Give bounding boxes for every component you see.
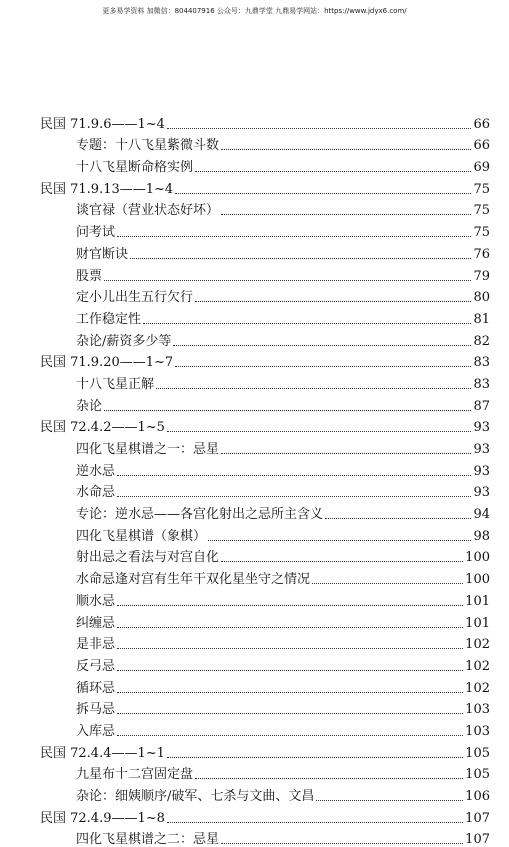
toc-entry-page: 103 — [465, 702, 490, 718]
toc-entry[interactable] — [40, 392, 490, 414]
dot-leader — [221, 214, 471, 215]
toc-entry-page: 75 — [473, 181, 490, 197]
dot-leader — [167, 431, 472, 432]
toc-entry-page: 94 — [473, 507, 490, 523]
dot-leader — [117, 692, 463, 693]
toc-entry[interactable] — [40, 522, 490, 544]
toc-entry-title: 拆马忌 — [76, 702, 116, 718]
toc-entry-page: 107 — [465, 810, 490, 826]
toc-entry[interactable] — [40, 587, 490, 609]
toc-entry[interactable] — [40, 284, 490, 306]
toc-entry[interactable] — [40, 197, 490, 219]
toc-entry-page: 75 — [473, 225, 490, 241]
dot-leader — [156, 388, 471, 389]
toc-entry[interactable] — [40, 500, 490, 522]
toc-entry-page: 100 — [465, 550, 490, 566]
toc-section-entry[interactable] — [40, 175, 490, 197]
dot-leader — [143, 323, 471, 324]
dot-leader — [221, 561, 463, 562]
dot-leader — [117, 475, 471, 476]
toc-entry[interactable] — [40, 761, 490, 783]
toc-entry[interactable] — [40, 218, 490, 240]
dot-leader — [221, 843, 463, 844]
toc-entry-title: 水命忌 — [76, 485, 116, 501]
toc-entry-title: 杂论 — [76, 398, 103, 414]
dot-leader — [195, 171, 471, 172]
dot-leader — [130, 258, 471, 259]
dot-leader — [104, 410, 471, 411]
toc-entry-title: 问考试 — [76, 225, 116, 241]
dot-leader — [117, 496, 471, 497]
dot-leader — [173, 345, 471, 346]
toc-section-entry[interactable] — [40, 804, 490, 826]
toc-entry-page: 66 — [473, 138, 490, 154]
toc-entry-title: 顺水忌 — [76, 593, 116, 609]
dot-leader — [316, 800, 463, 801]
dot-leader — [221, 453, 471, 454]
toc-entry-title: 民国 72.4.4——1~1 — [40, 745, 165, 761]
toc-entry[interactable] — [40, 262, 490, 284]
toc-entry[interactable] — [40, 305, 490, 327]
toc-entry-page: 101 — [465, 615, 490, 631]
toc-entry-title: 逆水忌 — [76, 463, 116, 479]
toc-entry-title: 杂论：细姨顺序/破军、七杀与文曲、文昌 — [76, 789, 315, 804]
toc-entry[interactable] — [40, 544, 490, 566]
toc-entry[interactable] — [40, 717, 490, 739]
toc-entry-title: 水命忌逢对宫有生年干双化星坐守之情况 — [76, 572, 311, 588]
dot-leader — [175, 366, 471, 367]
toc-entry-page: 98 — [473, 528, 490, 544]
toc-entry-title: 十八飞星断命格实例 — [76, 160, 194, 176]
toc-entry[interactable] — [40, 631, 490, 653]
toc-entry[interactable] — [40, 479, 490, 501]
dot-leader — [167, 757, 463, 758]
dot-leader — [325, 518, 471, 519]
toc-section-entry[interactable] — [40, 414, 490, 436]
toc-entry-page: 102 — [465, 658, 490, 674]
toc-entry-page: 93 — [473, 485, 490, 501]
toc-entry[interactable] — [40, 696, 490, 718]
toc-entry[interactable] — [40, 652, 490, 674]
toc-entry[interactable] — [40, 565, 490, 587]
toc-entry-title: 工作稳定性 — [76, 311, 142, 327]
dot-leader — [117, 713, 463, 714]
toc-entry-page: 93 — [473, 463, 490, 479]
dot-leader — [195, 301, 471, 302]
toc-entry-page: 75 — [473, 203, 490, 219]
dot-leader — [117, 648, 463, 649]
toc-entry-title: 定小儿出生五行欠行 — [76, 290, 194, 306]
toc-entry[interactable] — [40, 435, 490, 457]
toc-entry[interactable] — [40, 153, 490, 175]
dot-leader — [117, 605, 463, 606]
toc-entry-title: 十八飞星正解 — [76, 376, 155, 392]
dot-leader — [117, 236, 471, 237]
toc-entry-page: 102 — [465, 680, 490, 696]
dot-leader — [117, 735, 463, 736]
toc-entry-title: 谈官禄（营业状态好坏） — [76, 203, 220, 219]
toc-entry[interactable] — [40, 674, 490, 696]
toc-entry-page: 66 — [473, 116, 490, 132]
toc-entry-page: 105 — [465, 767, 490, 783]
toc-entry-title: 循环忌 — [76, 680, 116, 696]
toc-entry[interactable] — [40, 457, 490, 479]
toc-entry-page: 106 — [465, 789, 490, 804]
toc-entry-page: 80 — [473, 290, 490, 306]
toc-entry-title: 射出忌之看法与对宫自化 — [76, 550, 220, 566]
toc-entry-page: 79 — [473, 268, 490, 284]
toc-entry-title: 民国 71.9.6——1~4 — [40, 116, 165, 132]
toc-entry-title: 四化飞星棋谱之二：忌星 — [76, 832, 220, 847]
toc-entry-page: 107 — [465, 832, 490, 847]
dot-leader — [167, 822, 463, 823]
toc-entry[interactable] — [40, 240, 490, 262]
toc-entry-title: 民国 72.4.9——1~8 — [40, 810, 165, 826]
toc-entry[interactable] — [40, 782, 490, 804]
toc-entry-page: 69 — [473, 160, 490, 176]
toc-entry-page: 103 — [465, 723, 490, 739]
toc-entry-title: 是非忌 — [76, 637, 116, 653]
toc-section-entry[interactable] — [40, 739, 490, 761]
toc-entry-title: 入库忌 — [76, 723, 116, 739]
toc-entry-title: 四化飞星棋谱（象棋） — [76, 528, 207, 544]
toc-entry-page: 83 — [473, 355, 490, 371]
toc-entry-page: 93 — [473, 442, 490, 457]
toc-entry[interactable] — [40, 609, 490, 631]
toc-entry-page: 100 — [465, 572, 490, 588]
toc-entry[interactable] — [40, 327, 490, 349]
dot-leader — [117, 627, 463, 628]
dot-leader — [167, 128, 472, 129]
toc-section-entry[interactable] — [40, 349, 490, 371]
toc-entry-title: 民国 72.4.2——1~5 — [40, 420, 165, 436]
toc-entry-page: 83 — [473, 376, 490, 392]
dot-leader — [312, 583, 463, 584]
toc-entry-page: 102 — [465, 637, 490, 653]
toc-entry-title: 财官断诀 — [76, 246, 129, 262]
dot-leader — [221, 149, 471, 150]
toc-entry-page: 93 — [473, 420, 490, 436]
dot-leader — [175, 193, 471, 194]
table-of-contents — [40, 110, 490, 847]
toc-entry-page: 82 — [473, 333, 490, 349]
toc-entry[interactable] — [40, 132, 490, 154]
page-header: 更多易学资料 加微信：804407916 公众号：九鼎学堂 九鼎易学网站：https://www.jdyx6.com/ — [102, 7, 407, 15]
toc-entry-page: 87 — [473, 398, 490, 414]
toc-entry-page: 101 — [465, 593, 490, 609]
dot-leader — [195, 778, 463, 779]
toc-entry-page: 76 — [473, 246, 490, 262]
toc-entry-title: 民国 71.9.20——1~7 — [40, 355, 174, 371]
toc-entry[interactable] — [40, 370, 490, 392]
toc-entry-title: 九星布十二宫固定盘 — [76, 767, 194, 783]
toc-entry-title: 反弓忌 — [76, 658, 116, 674]
toc-entry-page: 81 — [473, 311, 490, 327]
toc-entry-title: 纠缠忌 — [76, 615, 116, 631]
toc-section-entry[interactable] — [40, 110, 490, 132]
toc-entry-title: 四化飞星棋谱之一：忌星 — [76, 442, 220, 457]
dot-leader — [104, 280, 471, 281]
toc-entry-page: 105 — [465, 745, 490, 761]
toc-entry-title: 股票 — [76, 268, 103, 284]
toc-entry-title: 民国 71.9.13——1~4 — [40, 181, 174, 197]
toc-entry-title: 专论：逆水忌——各宫化射出之忌所主含义 — [76, 507, 324, 523]
dot-leader — [208, 540, 471, 541]
toc-entry-title: 杂论/薪资多少等 — [76, 333, 172, 349]
dot-leader — [117, 670, 463, 671]
toc-entry[interactable] — [40, 826, 490, 847]
toc-entry-title: 专题：十八飞星紫微斗数 — [76, 138, 220, 154]
